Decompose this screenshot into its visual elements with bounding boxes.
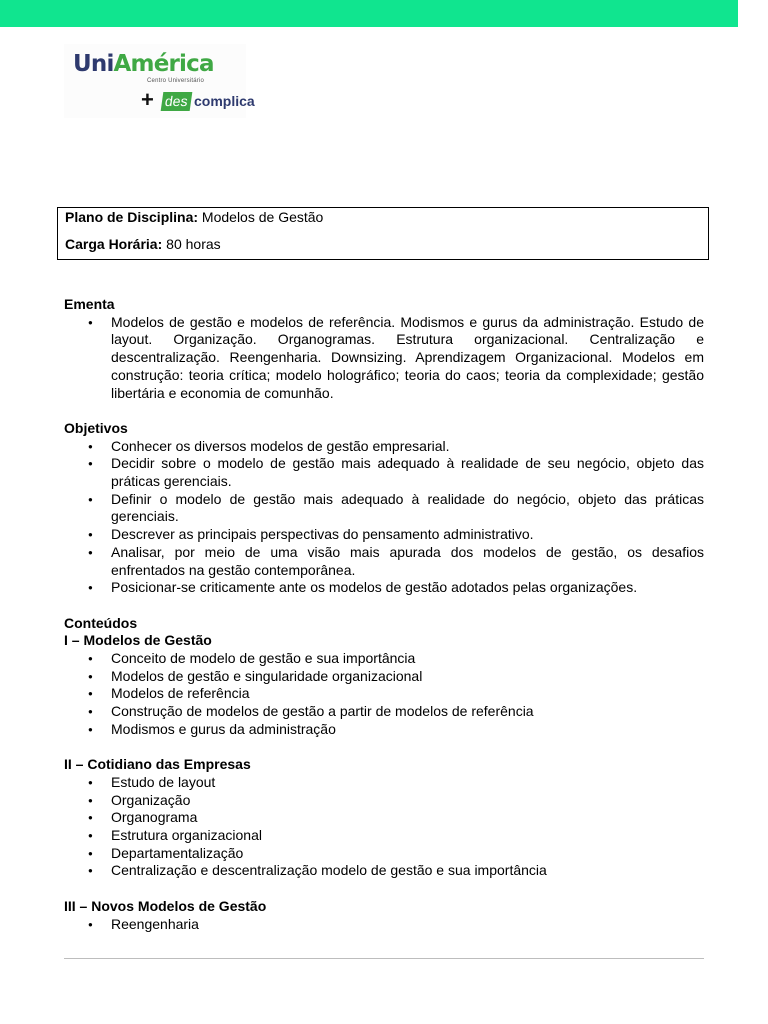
unit-list — [64, 916, 704, 934]
list-item: ● Conceito de modelo de gestão e sua importância — [111, 650, 704, 668]
page-divider — [64, 958, 704, 959]
list-item: ● Modelos de gestão e modelos de referência. Modismos e gurus da administração. Estudo de layout. Organização. Organogramas. Estrutura organizacional. Centralização e descentralização. Reengenharia. Downsizing. Aprendizagem Organizacional. Modelos em construção: teoria crítica; modelo holográfico; teoria do caos; teoria da complexidade; gestão libertária e economia de comunhão. — [111, 314, 704, 403]
uniamerica-logo — [64, 44, 255, 118]
list-item: ● Estrutura organizacional — [111, 827, 704, 845]
list-item: ● Modelos de gestão e singularidade organizacional — [111, 668, 704, 686]
list-item: ● Descrever as principais perspectivas do pensamento administrativo. — [111, 526, 704, 544]
logo-complica: complica — [194, 93, 255, 109]
unit-title: I – Modelos de Gestão — [64, 632, 212, 649]
list-item: ● Definir o modelo de gestão mais adequado à realidade do negócio, objeto das práticas gerenciais. — [111, 491, 704, 526]
logo-wordmark: UniAmérica — [73, 51, 214, 77]
list-item: ● Posicionar-se criticamente ante os modelos de gestão adotados pelas organizações. — [111, 579, 704, 597]
hours-line: Carga Horária: 80 horas — [65, 236, 221, 252]
list-item: ● Modismos e gurus da administração — [111, 721, 704, 739]
logo-subtitle: Centro Universitário — [147, 78, 205, 84]
unit-list — [64, 650, 704, 739]
list-item: ● Decidir sobre o modelo de gestão mais adequado à realidade de seu negócio, objeto das práticas gerenciais. — [111, 455, 704, 490]
top-accent-bar — [0, 0, 738, 27]
list-item: ● Modelos de referência — [111, 685, 704, 703]
unit-title: III – Novos Modelos de Gestão — [64, 897, 267, 914]
list-item: ● Departamentalização — [111, 845, 704, 863]
discipline-info-box — [57, 207, 709, 260]
list-item: ● Construção de modelos de gestão a partir de modelos de referência — [111, 703, 704, 721]
ementa-list — [64, 314, 704, 403]
list-item: ● Analisar, por meio de uma visão mais apurada dos modelos de gestão, os desafios enfrentados na gestão contemporânea. — [111, 544, 704, 579]
logo-des-tag: des — [161, 92, 192, 111]
conteudos-title: Conteúdos — [64, 614, 138, 631]
plus-icon: + — [141, 87, 154, 112]
ementa-title: Ementa — [64, 296, 115, 312]
list-item: ● Conhecer os diversos modelos de gestão empresarial. — [111, 438, 704, 456]
list-item: ● Organograma — [111, 809, 704, 827]
document-body — [64, 296, 704, 933]
unit-list — [64, 774, 704, 880]
list-item: ● Reengenharia — [111, 916, 704, 934]
unit-title: II – Cotidiano das Empresas — [64, 756, 251, 773]
objetivos-list — [64, 438, 704, 597]
list-item: ● Organização — [111, 792, 704, 810]
plan-line: Plano de Disciplina: Modelos de Gestão — [65, 209, 324, 225]
objetivos-title: Objetivos — [64, 419, 128, 436]
list-item: ● Centralização e descentralização modelo de gestão e sua importância — [111, 862, 704, 880]
list-item: ● Estudo de layout — [111, 774, 704, 792]
